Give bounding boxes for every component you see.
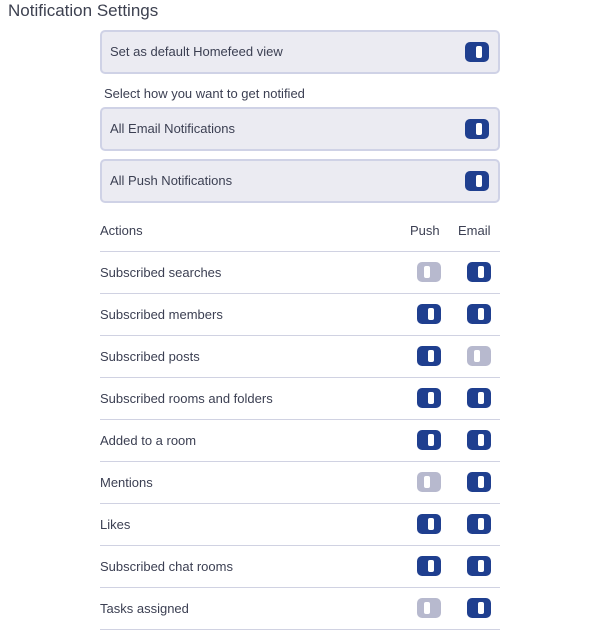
push-toggle[interactable] bbox=[417, 262, 441, 282]
push-toggle[interactable] bbox=[417, 514, 441, 534]
table-row bbox=[100, 294, 500, 336]
action-label: Subscribed chat rooms bbox=[100, 559, 233, 574]
table-row bbox=[100, 462, 500, 504]
action-label: Subscribed members bbox=[100, 307, 223, 322]
toggle-knob bbox=[476, 123, 482, 135]
action-label: Subscribed searches bbox=[100, 265, 222, 280]
table-row bbox=[100, 588, 500, 630]
action-label: Added to a room bbox=[100, 433, 197, 448]
email-notifications-card bbox=[100, 107, 500, 151]
toggle-knob bbox=[478, 476, 484, 488]
default-homefeed-label: Set as default Homefeed view bbox=[110, 44, 283, 59]
toggle-knob bbox=[428, 434, 434, 446]
toggle-knob bbox=[428, 350, 434, 362]
actions-column-header: Actions bbox=[100, 223, 143, 238]
email-notifications-toggle[interactable] bbox=[465, 119, 489, 139]
push-column-header: Push bbox=[410, 223, 440, 238]
push-toggle[interactable] bbox=[417, 556, 441, 576]
table-row bbox=[100, 420, 500, 462]
toggle-knob bbox=[476, 175, 482, 187]
page-title: Notification Settings bbox=[8, 1, 159, 20]
email-toggle[interactable] bbox=[467, 346, 491, 366]
email-toggle[interactable] bbox=[467, 388, 491, 408]
toggle-knob bbox=[424, 476, 430, 488]
default-homefeed-toggle[interactable] bbox=[465, 42, 489, 62]
action-label: Subscribed rooms and folders bbox=[100, 391, 273, 406]
push-toggle[interactable] bbox=[417, 304, 441, 324]
notify-section-label: Select how you want to get notified bbox=[104, 86, 305, 101]
action-label: Mentions bbox=[100, 475, 153, 490]
email-toggle[interactable] bbox=[467, 556, 491, 576]
toggle-knob bbox=[476, 46, 482, 58]
push-toggle[interactable] bbox=[417, 598, 441, 618]
push-toggle[interactable] bbox=[417, 346, 441, 366]
toggle-knob bbox=[424, 602, 430, 614]
toggle-knob bbox=[478, 518, 484, 530]
push-notifications-toggle[interactable] bbox=[465, 171, 489, 191]
push-toggle[interactable] bbox=[417, 388, 441, 408]
email-toggle[interactable] bbox=[467, 472, 491, 492]
toggle-knob bbox=[478, 266, 484, 278]
toggle-knob bbox=[428, 308, 434, 320]
toggle-knob bbox=[424, 266, 430, 278]
toggle-knob bbox=[478, 392, 484, 404]
actions-table-header bbox=[100, 222, 500, 252]
action-label: Tasks assigned bbox=[100, 601, 189, 616]
table-row bbox=[100, 252, 500, 294]
push-toggle[interactable] bbox=[417, 430, 441, 450]
push-notifications-card bbox=[100, 159, 500, 203]
email-notifications-label: All Email Notifications bbox=[110, 121, 235, 136]
toggle-knob bbox=[478, 308, 484, 320]
email-column-header: Email bbox=[458, 223, 491, 238]
toggle-knob bbox=[478, 434, 484, 446]
email-toggle[interactable] bbox=[467, 304, 491, 324]
table-row bbox=[100, 378, 500, 420]
table-row bbox=[100, 546, 500, 588]
table-row bbox=[100, 504, 500, 546]
action-label: Subscribed posts bbox=[100, 349, 200, 364]
table-row bbox=[100, 336, 500, 378]
toggle-knob bbox=[428, 560, 434, 572]
toggle-knob bbox=[478, 560, 484, 572]
push-toggle[interactable] bbox=[417, 472, 441, 492]
email-toggle[interactable] bbox=[467, 262, 491, 282]
toggle-knob bbox=[474, 350, 480, 362]
push-notifications-label: All Push Notifications bbox=[110, 173, 233, 188]
toggle-knob bbox=[428, 518, 434, 530]
toggle-knob bbox=[428, 392, 434, 404]
email-toggle[interactable] bbox=[467, 598, 491, 618]
email-toggle[interactable] bbox=[467, 430, 491, 450]
action-label: Likes bbox=[100, 517, 131, 532]
email-toggle[interactable] bbox=[467, 514, 491, 534]
toggle-knob bbox=[478, 602, 484, 614]
default-homefeed-card bbox=[100, 30, 500, 74]
